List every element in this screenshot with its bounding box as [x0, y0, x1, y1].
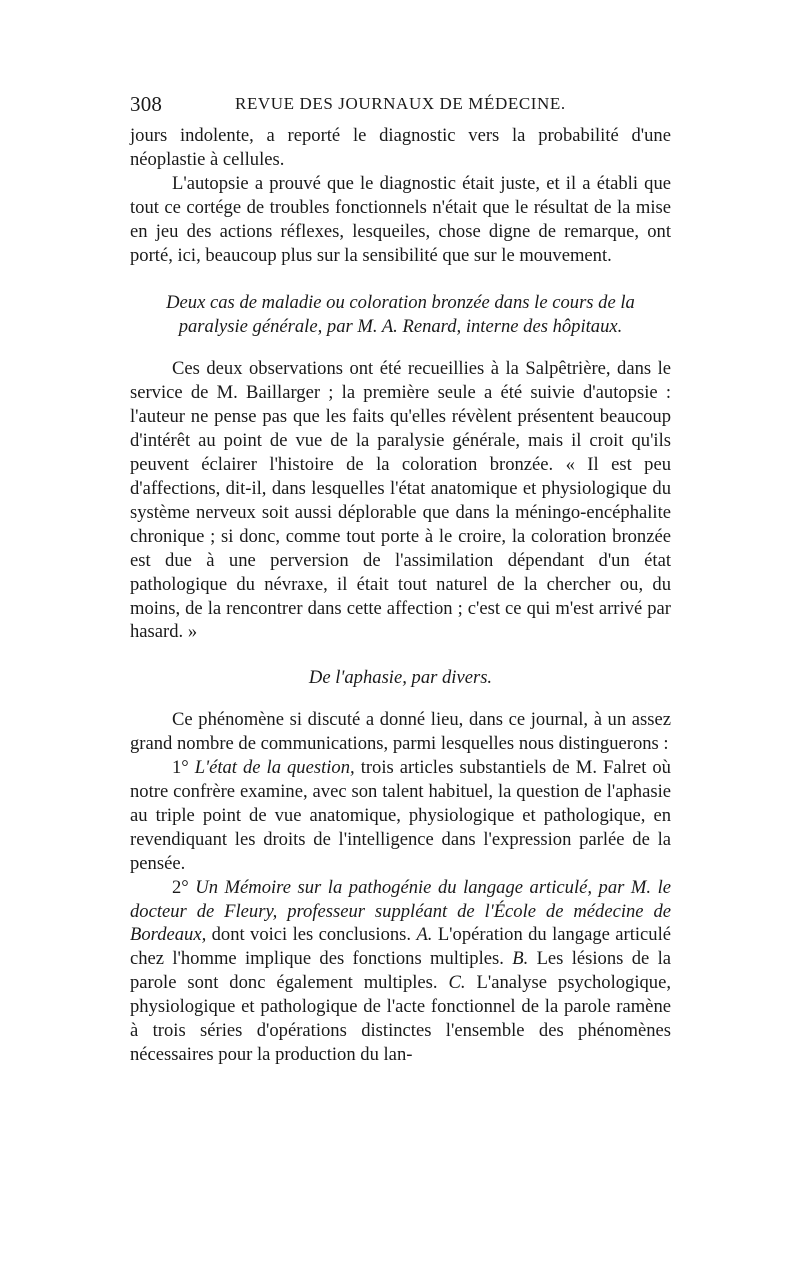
running-title: REVUE DES JOURNAUX DE MÉDECINE. [235, 94, 566, 113]
item-title: L'état de la question, [194, 757, 355, 779]
paragraph-continuation: jours indolente, a reporté le diagnostic vers la probabilité d'une néoplastie à cellules. [130, 125, 671, 170]
item-number: 1° [172, 757, 189, 779]
item-letter: A. [416, 924, 433, 946]
item-text: trois articles substantiels de M. Falret où notre confrère examine, avec son talent habituel, la question de l'aphasie au triple point de vue anatomique, physiologique et pathologique, en revendiquant les droits de l'intelligence dans l'expression parlée de la pensée. [130, 757, 671, 874]
item-text: L'opération du langage articulé chez l'homme implique des fonctions multiples. [130, 924, 672, 970]
page-number: 308 [130, 92, 163, 116]
item-title: Un Mémoire sur la pathogénie du langage articulé, par M. le docteur de Fleury, professeur suppléant de l'École de médecine de Bordeaux, [130, 876, 671, 946]
item-number: 2° [172, 876, 189, 898]
list-item-fleury [130, 876, 671, 1067]
item-letter: B. [512, 948, 529, 970]
paragraph-aphasie-intro: Ce phénomène si discuté a donné lieu, dans ce journal, à un assez grand nombre de communications, parmi lesquelles nous distinguerons : [130, 709, 671, 755]
running-head [130, 92, 671, 124]
list-item-falret [130, 756, 671, 876]
item-text: Les lésions de la parole sont donc également multiples. [130, 948, 671, 994]
paragraph-observations: Ces deux observations ont été recueillies à la Salpêtrière, dans le service de M. Baillarger ; la première seule a été suivie d'autopsie : l'auteur ne pense pas que les faits qu'elles révèlent présentent beaucoup d'intérêt au point de vue de la paralysie générale, mais il croit qu'ils peuvent éclairer l'histoire de la coloration bronzée. « Il est peu d'affections, dit-il, dans lesquelles l'état anatomique et physiologique du système nerveux soit aussi déplorable que dans la méningo-encéphalite chronique ; si donc, comme tout porte à le croire, la coloration bronzée est due à une perversion de l'assimilation dépendant d'un état pathologique du névraxe, il était tout naturel de la chercher ou, du moins, de la rencontrer dans cette affection ; c'est ce qui m'est arrivé par hasard. » [130, 358, 671, 643]
article-title-renard: Deux cas de maladie ou coloration bronzée dans le cours de la paralysie générale, par M. A. Renard, interne des hôpitaux. [166, 292, 635, 338]
item-letter: C. [448, 972, 466, 994]
book-page [130, 92, 671, 1067]
item-text: L'analyse psychologique, physiologique et pathologique de l'acte fonctionnel de la parole ramène à trois séries d'opérations distinctes l'ensemble des phénomènes nécessaires pour la production du lan- [130, 972, 672, 1065]
article-title-aphasie: De l'aphasie, par divers. [308, 667, 493, 689]
paragraph-autopsy: L'autopsie a prouvé que le diagnostic était juste, et il a établi que tout ce cortége de troubles fonctionnels n'était que le résultat de la mise en jeu des actions réflexes, lesqueiles, chose digne de remarque, ont porté, ici, beaucoup plus sur la sensibilité que sur le mouvement. [130, 172, 671, 266]
item-text: dont voici les conclusions. [211, 924, 412, 946]
